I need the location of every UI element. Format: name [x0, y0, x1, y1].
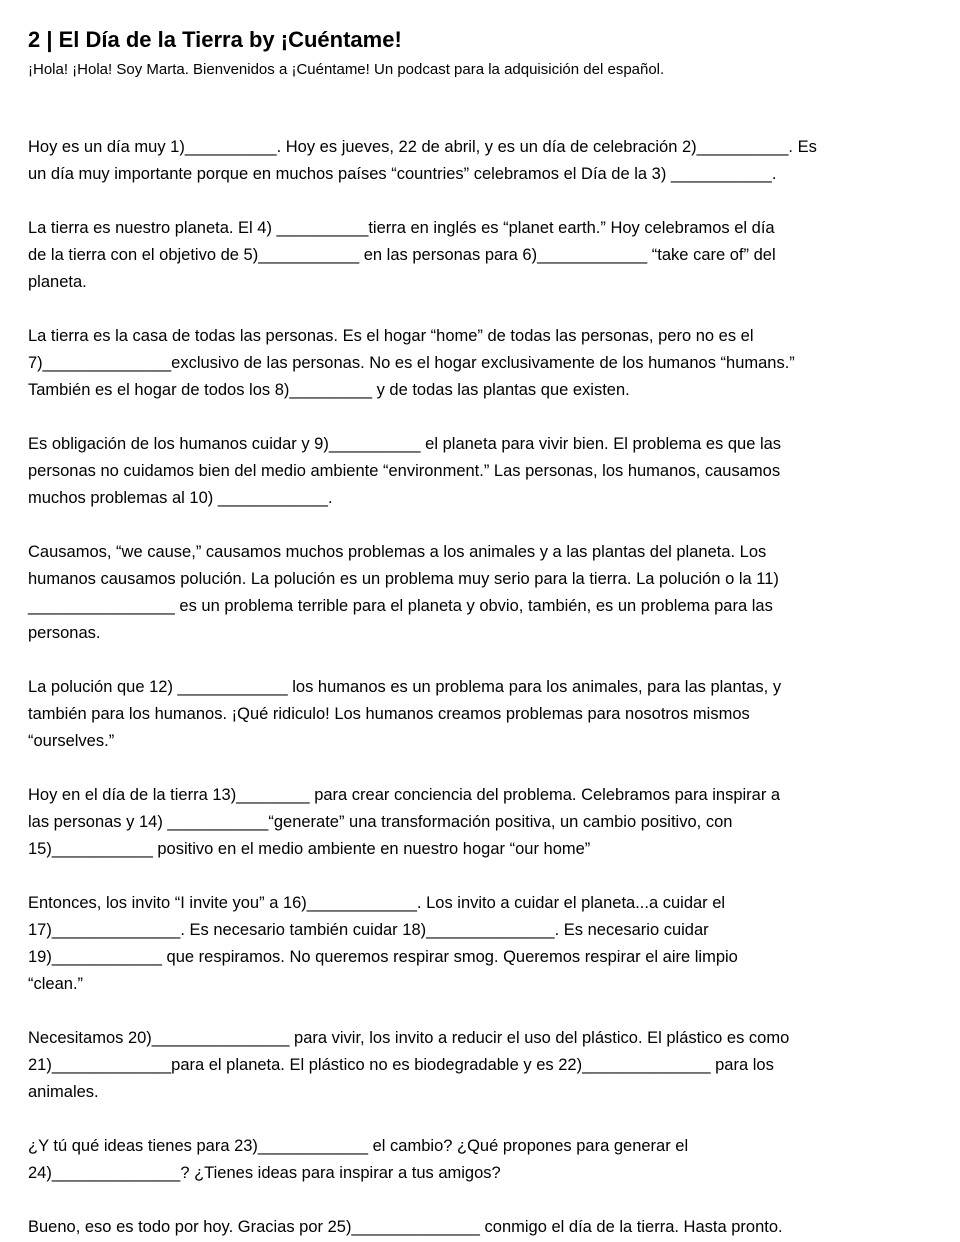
paragraph-line: muchos problemas al 10) ____________. — [28, 489, 333, 507]
paragraph-line: Es obligación de los humanos cuidar y 9)__________ el planeta para vivir bien. El problema es que las — [28, 435, 782, 453]
paragraph-line: Hoy en el día de la tierra 13)________ para crear conciencia del problema. Celebramos para inspirar a — [28, 786, 781, 804]
paragraph — [28, 1025, 938, 1106]
paragraph-line: “ourselves.” — [28, 732, 115, 750]
paragraph-line: las personas y 14) ___________“generate” una transformación positiva, un cambio positivo, con — [28, 813, 733, 831]
paragraph — [28, 1214, 938, 1241]
paragraph-line: personas no cuidamos bien del medio ambiente “environment.” Las personas, los humanos, causamos — [28, 462, 781, 480]
paragraph-line: 24)______________? ¿Tienes ideas para inspirar a tus amigos? — [28, 1164, 501, 1182]
paragraph — [28, 323, 938, 404]
page-title: 2 | El Día de la Tierra by ¡Cuéntame! — [28, 27, 402, 52]
paragraph-line: “clean.” — [28, 975, 84, 993]
paragraph-line: 19)____________ que respiramos. No queremos respirar smog. Queremos respirar el aire limpio — [28, 948, 738, 966]
paragraph-line: 17)______________. Es necesario también cuidar 18)______________. Es necesario cuidar — [28, 921, 709, 939]
paragraph — [28, 674, 938, 755]
paragraph-line: Necesitamos 20)_______________ para vivir, los invito a reducir el uso del plástico. El plástico es como — [28, 1029, 790, 1047]
paragraph — [28, 215, 938, 296]
paragraph-line: La tierra es la casa de todas las personas. Es el hogar “home” de todas las personas, pero no es el — [28, 327, 754, 345]
paragraph-line: un día muy importante porque en muchos países “countries” celebramos el Día de la 3) ___________. — [28, 165, 777, 183]
paragraph — [28, 134, 938, 188]
paragraph — [28, 431, 938, 512]
paragraph — [28, 1133, 938, 1187]
paragraph-line: también para los humanos. ¡Qué ridiculo! Los humanos creamos problemas para nosotros mismos — [28, 705, 750, 723]
paragraph-line: de la tierra con el objetivo de 5)___________ en las personas para 6)____________ “take care of” del — [28, 246, 776, 264]
paragraph-line: 21)_____________para el planeta. El plástico no es biodegradable y es 22)______________ para los — [28, 1056, 774, 1074]
paragraph-line: La polución que 12) ____________ los humanos es un problema para los animales, para las plantas, y — [28, 678, 782, 696]
paragraph-line: ________________ es un problema terrible para el planeta y obvio, también, es un problema para las — [28, 597, 773, 615]
paragraph-line: animales. — [28, 1083, 99, 1101]
paragraph-line: planeta. — [28, 273, 87, 291]
paragraph-line: Hoy es un día muy 1)__________. Hoy es jueves, 22 de abril, y es un día de celebración 2)__________. Es — [28, 138, 817, 156]
paragraph-line: 7)______________exclusivo de las personas. No es el hogar exclusivamente de los humanos “humans.” — [28, 354, 795, 372]
paragraph-line: 15)___________ positivo en el medio ambiente en nuestro hogar “our home” — [28, 840, 591, 858]
paragraph-line: Bueno, eso es todo por hoy. Gracias por 25)______________ conmigo el día de la tierra. Hasta pronto. — [28, 1218, 783, 1236]
paragraph — [28, 539, 938, 647]
paragraph-line: personas. — [28, 624, 101, 642]
page-subtitle: ¡Hola! ¡Hola! Soy Marta. Bienvenidos a ¡Cuéntame! Un podcast para la adquisición del español. — [28, 61, 665, 78]
paragraph — [28, 782, 938, 863]
paragraph-line: Causamos, “we cause,” causamos muchos problemas a los animales y a las plantas del planeta. Los — [28, 543, 767, 561]
paragraph-line: humanos causamos polución. La polución es un problema muy serio para la tierra. La polución o la 11) — [28, 570, 779, 588]
paragraph-line: ¿Y tú qué ideas tienes para 23)____________ el cambio? ¿Qué propones para generar el — [28, 1137, 689, 1155]
paragraph — [28, 890, 938, 998]
paragraph-line: La tierra es nuestro planeta. El 4) __________tierra en inglés es “planet earth.” Hoy celebramos el día — [28, 219, 775, 237]
paragraph-line: Entonces, los invito “I invite you” a 16)____________. Los invito a cuidar el planeta...a cuidar el — [28, 894, 726, 912]
transcript — [28, 134, 938, 1241]
paragraph-line: También es el hogar de todos los 8)_________ y de todas las plantas que existen. — [28, 381, 630, 399]
